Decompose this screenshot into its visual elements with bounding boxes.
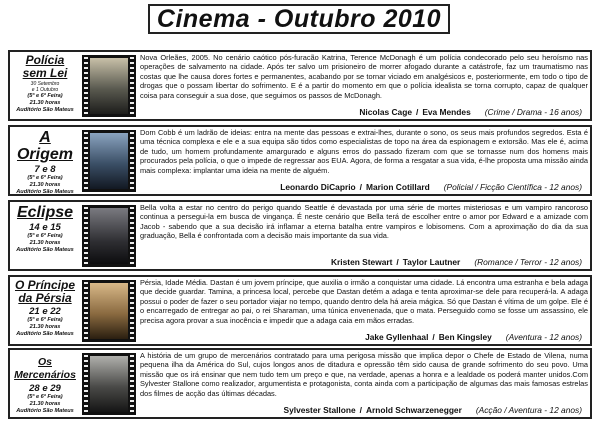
movie-venue: Auditório São Mateus	[16, 408, 74, 414]
movie-title: Os Mercenários	[14, 356, 76, 381]
movie-section	[8, 275, 592, 346]
movie-dates: 28 e 29	[29, 383, 61, 394]
movie-description: Nova Orleães, 2005. No cenário caótico pós-furacão Katrina, Terence McDonagh é um polícia condecorado pelo seu heroísmo nas operações de salvamento na cidade. Após ter salvo um prisioneiro de morrer afogado durante a catástrofe, faz um traumatismo nas costas que lhe causa dores fortes e permanentes, acabando por se tornar viciado em analgésicos e, posteriormente, em todo o tipo de drogas que o possam libertar do sofrimento. E é a partir do momento em que o polícia idealista se torna corrupto, capaz de qualquer coisa para conseguir a sua dose, que seguimos os passos de McDonagh.	[140, 53, 588, 100]
actor-1: Kristen Stewart	[330, 257, 393, 267]
actor-2: Taylor Lautner	[402, 257, 461, 267]
movie-cast: Sylvester Stallone / Arnold Schwarzenegger (Acção / Aventura - 12 anos)	[283, 405, 582, 415]
movie-poster	[90, 58, 128, 114]
movie-title: Polícia sem Lei	[22, 53, 68, 80]
movie-time: 21.30 horas	[29, 401, 61, 407]
movie-dates: 7 e 8	[34, 164, 56, 175]
schedule-column	[10, 127, 80, 194]
movie-weekday: (5ª e 6ª Feira)	[27, 317, 63, 323]
movie-poster	[90, 208, 128, 264]
movie-section	[8, 50, 592, 121]
movie-cast: Nicolas Cage / Eva Mendes (Crime / Drama - 16 anos)	[359, 107, 582, 117]
actor-2: Arnold Schwarzenegger	[365, 405, 462, 415]
schedule-column	[10, 277, 80, 344]
movie-genre: (Crime / Drama - 16 anos)	[484, 107, 582, 117]
schedule-column	[10, 350, 80, 417]
actor-1: Jake Gyllenhaal	[365, 332, 429, 342]
actor-2: Marion Cotillard	[366, 182, 430, 192]
film-strip	[82, 130, 136, 192]
movie-description: Pérsia, Idade Média. Dastan é um jovem príncipe, que auxilia o irmão a conquistar uma cidade. Lá encontra uma estranha e bela adaga que decide guardar. Tamina, a princesa local, percebe que Dastan detém a adaga e tenta aproximar-se dele para recuperá-la. A adaga possui o poder de fazer o seu portador viajar no tempo, quando dentro dela há areia mágica. Só que Dastan é vítima de um golpe. Ele é o encarregado de entregar ao pai, o rei Sharaman, uma túnica envenenada, que o mata. Perseguido como se fosse um assassino, ele precisa agora provar a sua inocência e impedir que a adaga caia em mãos erradas.	[140, 278, 588, 325]
movie-title: Eclipse	[16, 204, 74, 221]
movie-dates: 14 e 15	[29, 222, 61, 233]
movie-cast: Kristen Stewart / Taylor Lautner (Romance / Terror - 12 anos)	[330, 257, 582, 267]
movie-description: Bella volta a estar no centro do perigo quando Seattle é devastada por uma série de mortes misteriosas e um vampiro rancoroso continua a persegui-la em busca de vingança. É neste cenário que Bella terá de escolher entre o amor por Edward e a amizade com Jacob - sabendo que a sua decisão irá inflamar a eterna batalha entre vampiros e lobisomens. Com a aproximação do dia da sua graduação, Bella é confrontada com a decisão mais importante da sua vida.	[140, 203, 588, 241]
actor-1: Nicolas Cage	[359, 107, 412, 117]
schedule-column	[10, 52, 80, 119]
movie-section	[8, 200, 592, 271]
schedule-column	[10, 202, 80, 269]
movie-poster	[90, 356, 128, 412]
movie-dates: 21 e 22	[29, 306, 61, 317]
movie-genre: (Acção / Aventura - 12 anos)	[475, 405, 582, 415]
movie-venue: Auditório São Mateus	[16, 331, 74, 337]
movie-genre: (Romance / Terror - 12 anos)	[474, 257, 582, 267]
actor-1: Sylvester Stallone	[283, 405, 356, 415]
movie-section	[8, 125, 592, 196]
page-title: Cinema - Outubro 2010	[148, 4, 450, 34]
actor-1: Leonardo DiCaprio	[280, 182, 356, 192]
movie-weekday: (5ª e 6ª Feira)	[27, 175, 63, 181]
film-strip	[82, 353, 136, 415]
movie-weekday: (5ª e 6ª Feira)	[27, 233, 63, 239]
movie-time: 21.30 horas	[29, 324, 61, 330]
movie-cast: Leonardo DiCaprio / Marion Cotillard (Policial / Ficção Científica - 12 anos)	[280, 182, 582, 192]
movie-weekday: (5ª e 6ª Feira)	[27, 93, 63, 99]
movie-venue: Auditório São Mateus	[16, 247, 74, 253]
movie-venue: Auditório São Mateus	[16, 107, 74, 113]
movie-description: A história de um grupo de mercenários contratado para uma perigosa missão que implica depor o Chefe de Estado de Vilena, numa pequena ilha da América do Sul, cujos longos anos de ditadura e opressão têm sido causa de grande sofrimento do seu povo. Uma missão que os irá ensinar que nem tudo tem um preço e que, na verdade, apenas a honra e a lealdade os poderá manter unidos.Com Sylvester Stallone como realizador, argumentista e protagonista, conta ainda com a participação de algumas das mais famosas estrelas dos filmes de acção das últimas décadas.	[140, 351, 588, 398]
movie-description: Dom Cobb é um ladrão de ideias: entra na mente das pessoas e extrai-lhes, durante o sono, os seus mais profundos segredos. Esta é uma técnica complexa e ele e a sua equipa são tidos como especialistas de topo na área da espionagem e extorsão. Mas ele é, acima de tudo, um homem profundamente amargurado e alguns erros do passado fizeram com que se tornasse num dos homens mais procurados pela polícia, o que o impede de regressar aos EUA. Agora, de forma a resgatar a sua vida, é-lhe proposta uma missão ainda mais complexa: implantar uma ideia na mente de alguém.	[140, 128, 588, 175]
movie-weekday: (5ª e 6ª Feira)	[27, 394, 63, 400]
film-strip	[82, 280, 136, 342]
movie-cast: Jake Gyllenhaal / Ben Kingsley (Aventura - 12 anos)	[365, 332, 582, 342]
movie-time: 21.30 horas	[29, 240, 61, 246]
movie-venue: Auditório São Mateus	[16, 189, 74, 195]
movie-genre: (Policial / Ficção Científica - 12 anos)	[443, 182, 582, 192]
movie-poster	[90, 133, 128, 189]
actor-2: Eva Mendes	[422, 107, 471, 117]
movie-section	[8, 348, 592, 419]
movie-time: 21.30 horas	[29, 100, 61, 106]
actor-2: Ben Kingsley	[438, 332, 492, 342]
movie-genre: (Aventura - 12 anos)	[505, 332, 582, 342]
movie-title: O Príncipe da Pérsia	[14, 278, 76, 305]
film-strip	[82, 205, 136, 267]
film-strip	[82, 55, 136, 117]
movie-time: 21.30 horas	[29, 182, 61, 188]
movie-dates: 30 Setembro e 1 Outubro	[30, 81, 60, 93]
movie-title: A Origem	[16, 129, 73, 163]
movie-poster	[90, 283, 128, 339]
